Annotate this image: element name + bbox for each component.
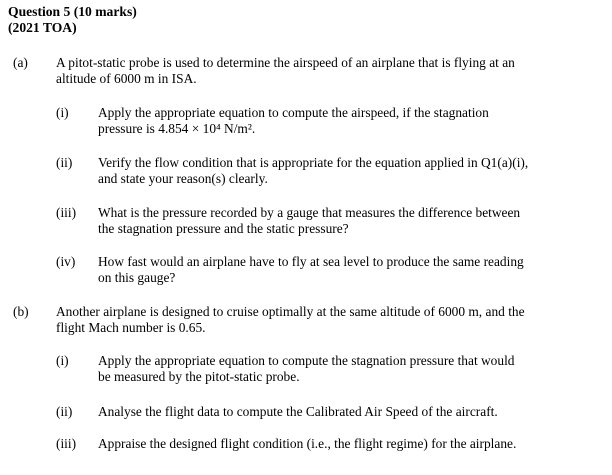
part-a-line-2: altitude of 6000 m in ISA. bbox=[56, 71, 197, 86]
part-b-text bbox=[56, 304, 554, 336]
question-title: Question 5 (10 marks) bbox=[8, 4, 137, 19]
part-a-iv-text bbox=[98, 254, 554, 286]
part-b-i-line-2: be measured by the pitot-static probe. bbox=[98, 369, 300, 384]
part-b-i-text bbox=[98, 353, 554, 385]
part-a-iii-label: (iii) bbox=[56, 205, 77, 220]
part-a-i-text bbox=[98, 105, 554, 137]
part-a-ii-line-1: Verify the flow condition that is appropriate for the equation applied in Q1(a)(i), bbox=[98, 155, 529, 170]
part-a-i-line-1: Apply the appropriate equation to compute the airspeed, if the stagnation bbox=[98, 105, 489, 120]
part-a-iv-line-1: How fast would an airplane have to fly at sea level to produce the same reading bbox=[98, 254, 524, 269]
part-a-iii-text bbox=[98, 205, 554, 237]
part-a-iii-line-1: What is the pressure recorded by a gauge that measures the difference between bbox=[98, 205, 521, 220]
part-b-i-label: (i) bbox=[56, 353, 69, 368]
part-b-ii-line-1: Analyse the flight data to compute the Calibrated Air Speed of the aircraft. bbox=[98, 404, 498, 419]
part-a-ii-text bbox=[98, 155, 554, 187]
part-a-i-label: (i) bbox=[56, 105, 69, 120]
part-b-label: (b) bbox=[13, 304, 29, 319]
part-a-ii-line-2: and state your reason(s) clearly. bbox=[98, 171, 268, 186]
part-a-iv-line-2: on this gauge? bbox=[98, 270, 176, 285]
part-a-iii-line-2: the stagnation pressure and the static pressure? bbox=[98, 221, 349, 236]
question-source: (2021 TOA) bbox=[8, 20, 77, 35]
part-b-iii-line-1: Appraise the designed flight condition (i.e., the flight regime) for the airplane. bbox=[98, 436, 517, 451]
part-b-iii-label: (iii) bbox=[56, 436, 77, 451]
part-a-text bbox=[56, 55, 554, 87]
part-b-ii-label: (ii) bbox=[56, 404, 73, 419]
part-a-iv-label: (iv) bbox=[56, 254, 76, 269]
part-b-i-line-1: Apply the appropriate equation to compute the stagnation pressure that would bbox=[98, 353, 515, 368]
part-a-line-1: A pitot-static probe is used to determine the airspeed of an airplane that is flying at an bbox=[56, 55, 515, 70]
part-b-line-1: Another airplane is designed to cruise optimally at the same altitude of 6000 m, and the bbox=[56, 304, 525, 319]
part-b-iii-text bbox=[98, 436, 554, 452]
part-b-ii-text bbox=[98, 404, 554, 420]
part-a-ii-label: (ii) bbox=[56, 155, 73, 170]
part-a-i-line-2: pressure is 4.854 × 10⁴ N/m². bbox=[98, 121, 256, 136]
part-b-line-2: flight Mach number is 0.65. bbox=[56, 320, 206, 335]
part-a-label: (a) bbox=[13, 55, 28, 70]
